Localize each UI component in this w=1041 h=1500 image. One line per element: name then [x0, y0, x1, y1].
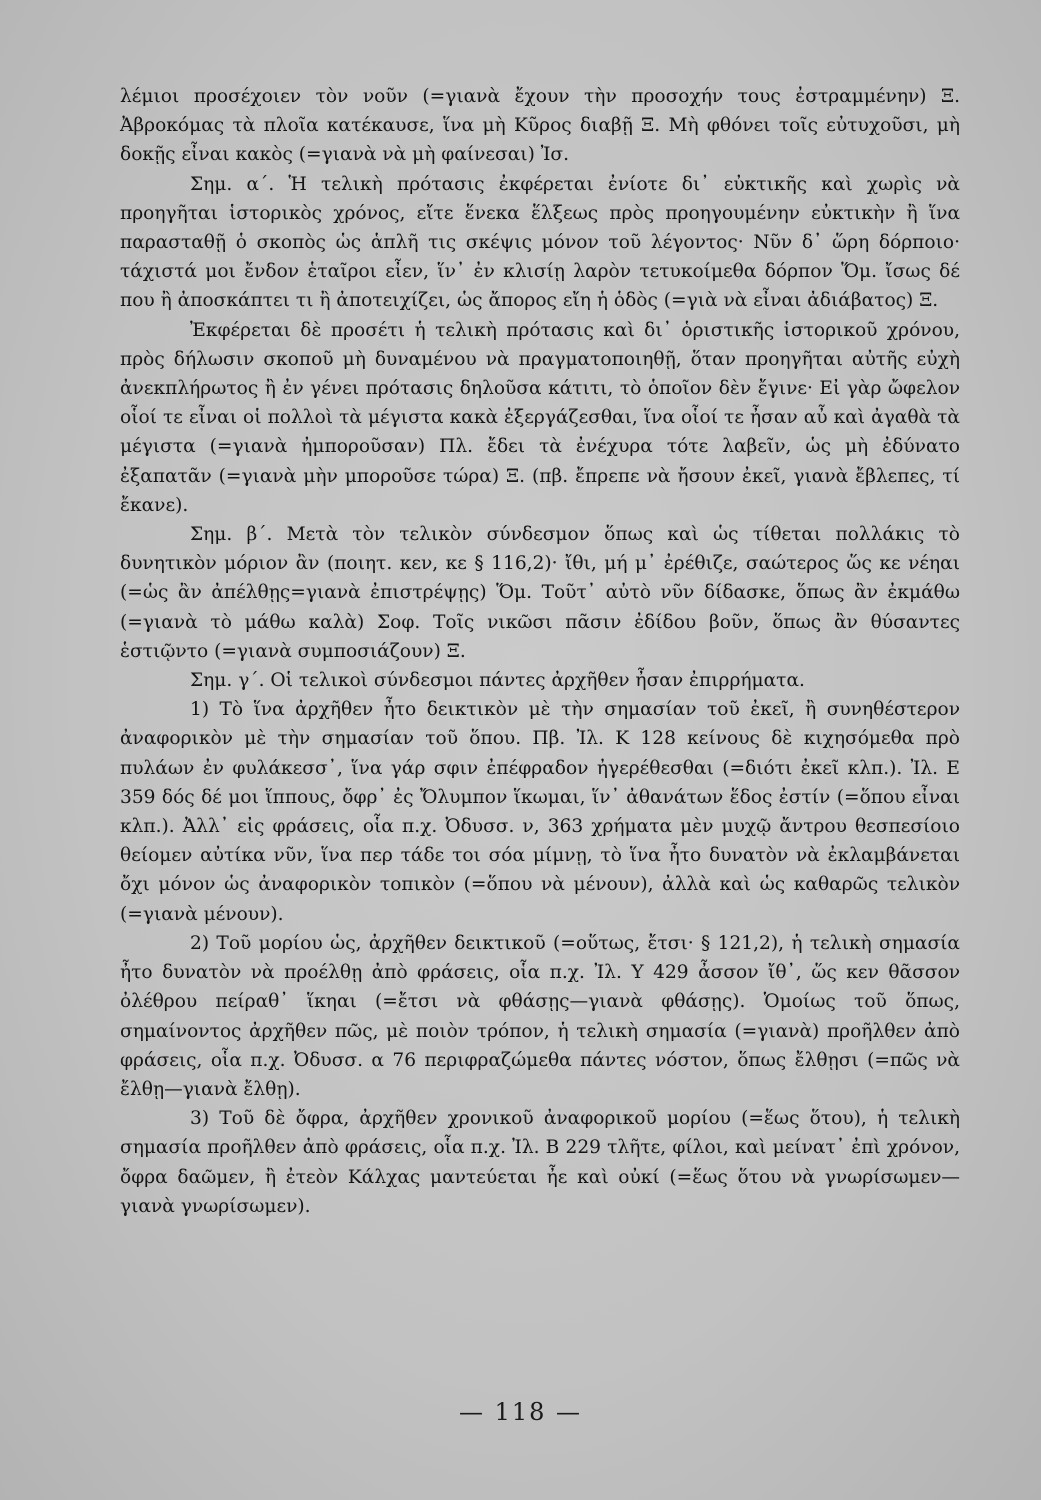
paragraph-continuation: λέμιοι προσέχοιεν τὸν νοῦν (=γιανὰ ἔχουν τὴν προσοχήν τους ἐστραμμένην) Ξ. Ἀβροκόμας τὰ πλοῖα κατέκαυσε, ἵνα μὴ Κῦρος διαβῇ Ξ. Μὴ φθόνει τοῖς εὐτυχοῦσι, μὴ δοκῇς εἶναι κακὸς (=γιανὰ νὰ μὴ φαίνεσαι) Ἰσ.: [120, 86, 960, 166]
page-number: — 118 —: [458, 1398, 583, 1426]
paragraph-point-2: 2) Τοῦ μορίου ὡς, ἀρχῆθεν δεικτικοῦ (=οὕτως, ἔτσι· § 121,2), ἡ τελικὴ σημασία ἦτο δυνατὸν νὰ προέλθῃ ἀπὸ φράσεις, οἷα π.χ. Ἰλ. Υ 429 ἆσσον ἴθ᾽, ὥς κεν θᾶσσον ὀλέθρου πείραθ᾽ ἵκηαι (=ἔτσι νὰ φθάσῃς—γιανὰ φθάσῃς). Ὁμοίως τοῦ ὅπως, σημαίνοντος ἀρχῆθεν πῶς, μὲ ποιὸν τρόπον, ἡ τελικὴ σημασία (=γιανὰ) προῆλθεν ἀπὸ φράσεις, οἷα π.χ. Ὀδυσσ. α 76 περιφραζώμεθα πάντες νόστον, ὅπως ἔλθῃσι (=πῶς νὰ ἔλθῃ—γιανὰ ἔλθῃ).: [120, 932, 960, 1100]
paragraph-note-c: Σημ. γ΄. Οἱ τελικοὶ σύνδεσμοι πάντες ἀρχῆθεν ἦσαν ἐπιρρήματα.: [190, 670, 805, 692]
paragraph-note-a-continued: Ἐκφέρεται δὲ προσέτι ἡ τελικὴ πρότασις καὶ δι᾽ ὁριστικῆς ἱστορικοῦ χρόνου, πρὸς δήλωσιν σκοποῦ μὴ δυναμένου νὰ πραγματοποιηθῇ, ὅταν προηγῆται αὐτῆς εὐχὴ ἀνεκπλήρωτος ἢ ἐν γένει πρότασις δηλοῦσα κάτιτι, τὸ ὁποῖον δὲν ἔγινε· Εἰ γὰρ ὤφελον οἷοί τε εἶναι οἱ πολλοὶ τὰ μέγιστα κακὰ ἐξεργάζεσθαι, ἵνα οἷοί τε ἦσαν αὖ καὶ ἀγαθὰ τὰ μέγιστα (=γιανὰ ἠμποροῦσαν) Πλ. ἔδει τὰ ἐνέχυρα τότε λαβεῖν, ὡς μὴ ἐδύνατο ἐξαπατᾶν (=γιανὰ μὴν μποροῦσε τώρα) Ξ. (πβ. ἔπρεπε νὰ ἤσουν ἐκεῖ, γιανὰ ἔβλεπες, τί ἔκανε).: [120, 319, 960, 516]
paragraph-point-3: 3) Τοῦ δὲ ὄφρα, ἀρχῆθεν χρονικοῦ ἀναφορικοῦ μορίου (=ἕως ὅτου), ἡ τελικὴ σημασία προῆλθεν ἀπὸ φράσεις, οἷα π.χ. Ἰλ. Β 229 τλῆτε, φίλοι, καὶ μείνατ᾽ ἐπὶ χρόνον, ὄφρα δαῶμεν, ἢ ἐτεὸν Κάλχας μαντεύεται ἦε καὶ οὐκί (=ἕως ὅτου νὰ γνωρίσωμεν—γιανὰ γνωρίσωμεν).: [120, 1108, 960, 1217]
paragraph-point-1: 1) Τὸ ἵνα ἀρχῆθεν ἦτο δεικτικὸν μὲ τὴν σημασίαν τοῦ ἐκεῖ, ἢ συνηθέστερον ἀναφορικὸν μὲ τὴν σημασίαν τοῦ ὅπου. Πβ. Ἰλ. Κ 128 κείνους δὲ κιχησόμεθα πρὸ πυλάων ἐν φυλάκεσσ᾽, ἵνα γάρ σφιν ἐπέφραδον ἠγερέθεσθαι (=διότι ἐκεῖ κλπ.). Ἰλ. Ε 359 δός δέ μοι ἵππους, ὄφρ᾽ ἐς Ὄλυμπον ἵκωμαι, ἵν᾽ ἀθανάτων ἕδος ἐστίν (=ὅπου εἶναι κλπ.). Ἀλλ᾽ εἰς φράσεις, οἷα π.χ. Ὀδυσσ. ν, 363 χρήματα μὲν μυχῷ ἄντρου θεσπεσίοιο θείομεν αὐτίκα νῦν, ἵνα περ τάδε τοι σόα μίμνῃ, τὸ ἵνα ἦτο δυνατὸν νὰ ἐκλαμβάνεται ὄχι μόνον ὡς ἀναφορικὸν τοπικὸν (=ὅπου νὰ μένουν), ἀλλὰ καὶ ὡς καθαρῶς τελικὸν (=γιανὰ μένουν).: [120, 699, 960, 925]
paragraph-note-b: Σημ. β΄. Μετὰ τὸν τελικὸν σύνδεσμον ὅπως καὶ ὡς τίθεται πολλάκις τὸ δυνητικὸν μόριον ἂν (ποιητ. κεν, κε § 116,2)· ἴθι, μή μ᾽ ἐρέθιζε, σαώτερος ὥς κε νέηαι (=ὡς ἂν ἀπέλθῃς=γιανὰ ἐπιστρέψῃς) Ὅμ. Τοῦτ᾽ αὐτὸ νῦν δίδασκε, ὅπως ἂν ἐκμάθω (=γιανὰ τὸ μάθω καλὰ) Σοφ. Τοῖς νικῶσι πᾶσιν ἐδίδου βοῦν, ὅπως ἂν θύσαντες ἑστιῷντο (=γιανὰ συμποσιάζουν) Ξ.: [120, 524, 960, 662]
page-text: [120, 82, 960, 1221]
paragraph-note-a: Σημ. α΄. Ἡ τελικὴ πρότασις ἐκφέρεται ἐνίοτε δι᾽ εὐκτικῆς καὶ χωρὶς νὰ προηγῆται ἱστορικὸς χρόνος, εἴτε ἕνεκα ἕλξεως πρὸς προηγουμένην εὐκτικὴν ἢ ἵνα παρασταθῇ ὁ σκοπὸς ὡς ἁπλῆ τις σκέψις μόνον τοῦ λέγοντος· Νῦν δ᾽ ὥρη δόρποιο· τάχιστά μοι ἔνδον ἑταῖροι εἶεν, ἵν᾽ ἐν κλισίῃ λαρὸν τετυκοίμεθα δόρπον Ὅμ. ἴσως δέ που ἢ ἀποσκάπτει τι ἢ ἀποτειχίζει, ὡς ἄπορος εἴη ἡ ὁδὸς (=γιὰ νὰ εἶναι ἀδιάβατος) Ξ.: [120, 173, 960, 312]
